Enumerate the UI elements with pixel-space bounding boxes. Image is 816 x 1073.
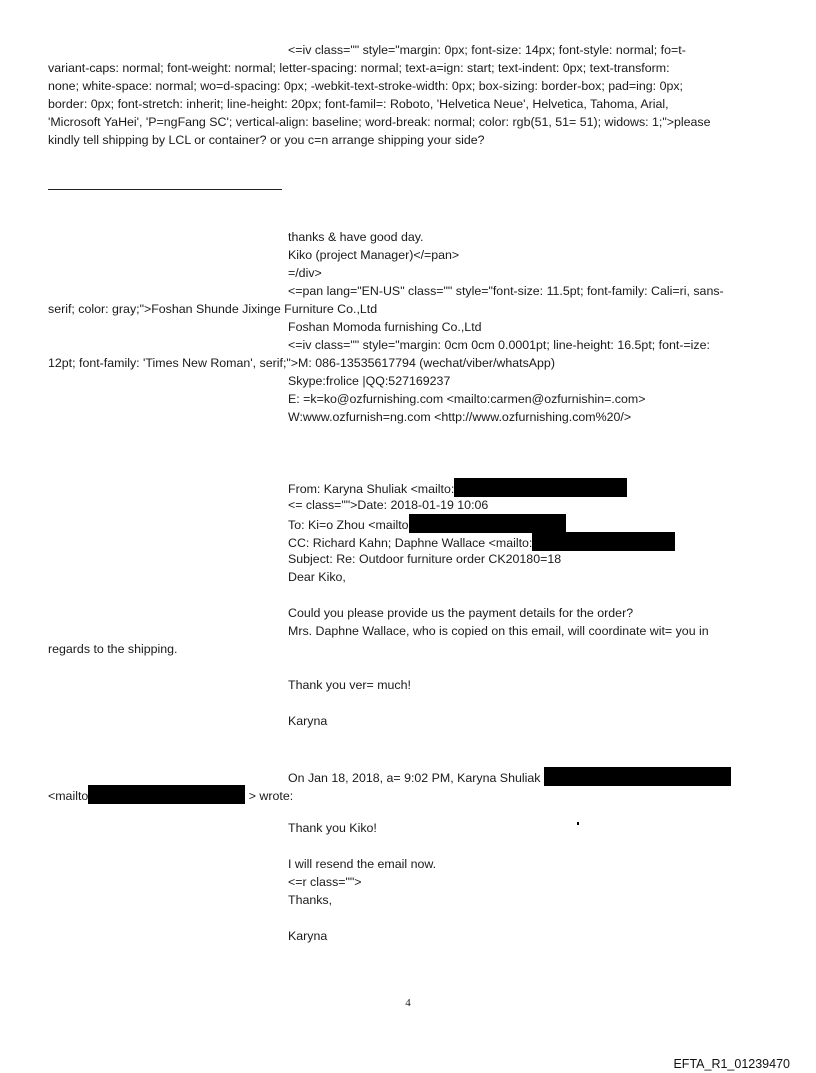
text-line: <=pan lang="EN-US" class="" style="font-size: 11.5pt; font-family: Cali=ri, sans-	[288, 284, 724, 298]
redaction-box	[532, 532, 675, 551]
redaction-box	[88, 785, 245, 804]
text-line: I will resend the email now.	[288, 857, 437, 871]
text-line: serif; color: gray;">Foshan Shunde Jixinge Furniture Co.,Ltd	[48, 302, 378, 316]
text-line: From: Karyna Shuliak <mailto:	[288, 482, 455, 496]
text-line: thanks & have good day.	[288, 230, 424, 244]
text-line: To: Ki=o Zhou <mailto	[288, 518, 409, 532]
text-line: Could you please provide us the payment details for the order?	[288, 606, 634, 620]
text-line: Karyna	[288, 929, 328, 943]
text-line: none; white-space: normal; wo=d-spacing: 0px; -webkit-text-stroke-width: 0px; box-sizing: border-box; pad=ing: 0px;	[48, 79, 683, 93]
text-line: > wrote:	[245, 789, 294, 803]
redaction-box	[454, 478, 627, 497]
text-line: <=iv class="" style="margin: 0cm 0cm 0.0001pt; line-height: 16.5pt; font-=ize:	[288, 338, 710, 352]
header-to-line	[288, 514, 566, 534]
text-line: Foshan Momoda furnishing Co.,Ltd	[288, 320, 482, 334]
text-line: variant-caps: normal; font-weight: normal; letter-spacing: normal; text-a=ign: start; text-indent: 0px; text-transform:	[48, 61, 670, 75]
text-line: Skype:frolice |QQ:527169237	[288, 374, 451, 388]
header-from-line	[288, 478, 627, 498]
text-line: Kiko (project Manager)</=pan>	[288, 248, 460, 262]
text-line: regards to the shipping.	[48, 642, 178, 656]
quote-header-line	[48, 785, 293, 805]
text-line: Subject: Re: Outdoor furniture order CK20180=18	[288, 552, 562, 566]
text-line: <mailto	[48, 789, 89, 803]
text-line: 'Microsoft YaHei', 'P=ngFang SC'; vertical-align: baseline; word-break: normal; color: rgb(51, 51= 51); widows: 1;">please	[48, 115, 711, 129]
redaction-box	[409, 514, 566, 533]
text-line: Mrs. Daphne Wallace, who is copied on this email, will coordinate wit= you in	[288, 624, 709, 638]
speck-mark	[577, 822, 579, 825]
signature-divider	[48, 189, 282, 190]
text-line: <=iv class="" style="margin: 0px; font-size: 14px; font-style: normal; fo=t-	[288, 43, 686, 57]
redaction-box	[544, 767, 731, 786]
bates-number: EFTA_R1_01239470	[673, 1057, 790, 1071]
text-line: E: =k=ko@ozfurnishing.com <mailto:carmen@ozfurnishin=.com>	[288, 392, 646, 406]
header-cc-line	[288, 532, 675, 552]
text-line: =/div>	[288, 266, 322, 280]
quote-header-line	[288, 767, 731, 787]
text-line: Karyna	[288, 714, 328, 728]
text-line: CC: Richard Kahn; Daphne Wallace <mailto:	[288, 536, 533, 550]
page-number: 4	[405, 997, 411, 1009]
text-line: border: 0px; font-stretch: inherit; line-height: 20px; font-famil=: Roboto, 'Helvetica Neue', Helvetica, Tahoma, Arial,	[48, 97, 669, 111]
text-line: kindly tell shipping by LCL or container? or you c=n arrange shipping your side?	[48, 133, 485, 147]
text-line: Dear Kiko,	[288, 570, 346, 584]
text-line: W:www.ozfurnish=ng.com <http://www.ozfurnishing.com%20/>	[288, 410, 632, 424]
text-line: <=r class="">	[288, 875, 362, 889]
text-line: On Jan 18, 2018, a= 9:02 PM, Karyna Shuliak	[288, 771, 541, 785]
text-line: Thank you Kiko!	[288, 821, 377, 835]
text-line: 12pt; font-family: 'Times New Roman', serif;">M: 086-13535617794 (wechat/viber/whatsApp)	[48, 356, 555, 370]
text-line: Thanks,	[288, 893, 333, 907]
text-line: <= class="">Date: 2018-01-19 10:06	[288, 498, 489, 512]
text-line: Thank you ver= much!	[288, 678, 411, 692]
